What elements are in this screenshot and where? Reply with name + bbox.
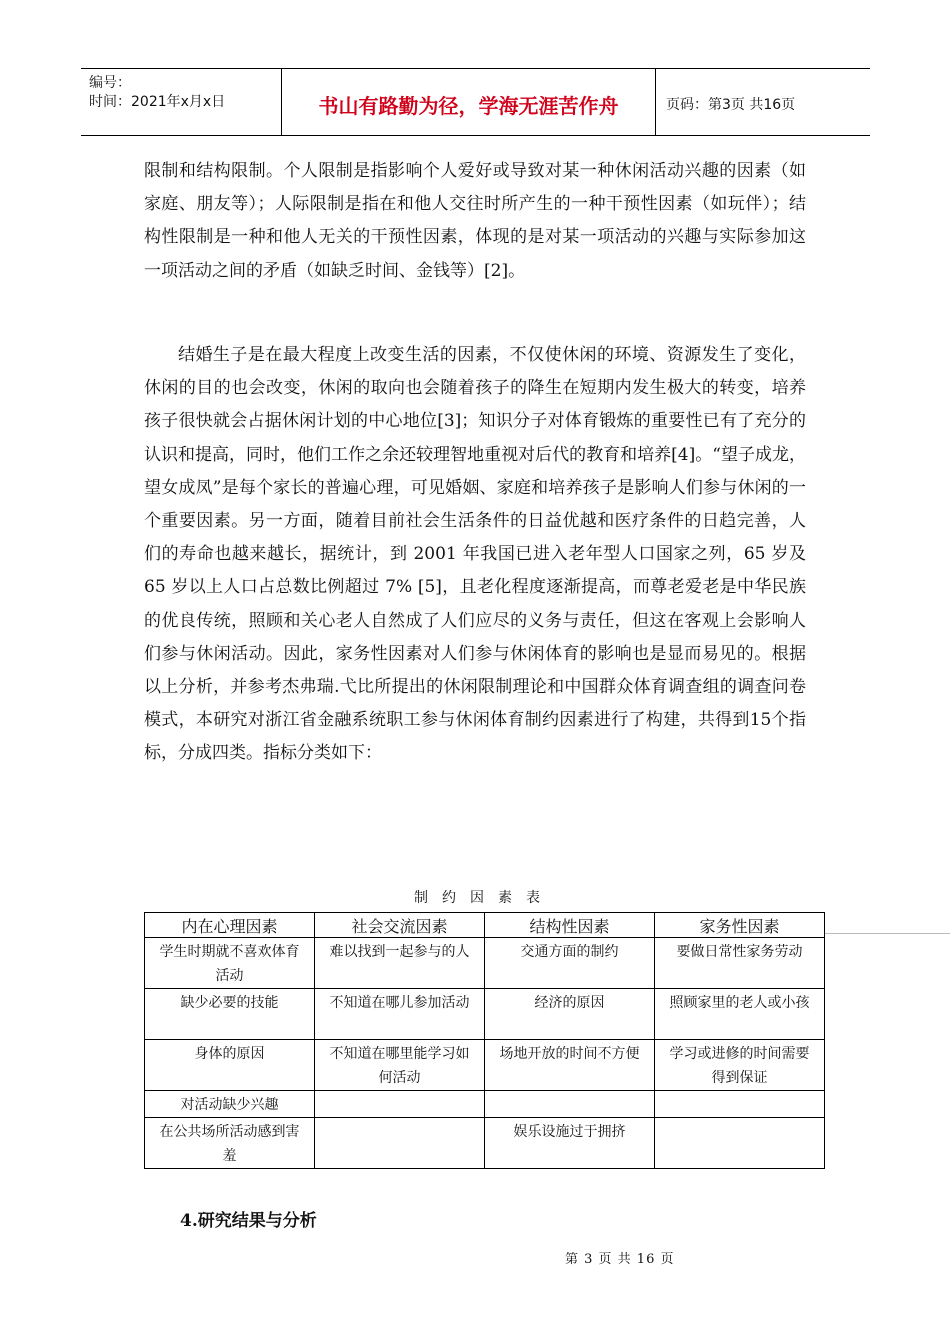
table-cell: 难以找到一起参与的人 [315, 938, 485, 989]
table-cell: 不知道在哪儿参加活动 [315, 989, 485, 1040]
table-cell: 学生时期就不喜欢体育活动 [145, 938, 315, 989]
table-cell: 身体的原因 [145, 1040, 315, 1091]
table-cell [485, 1091, 655, 1118]
table-row [145, 989, 825, 1040]
table-cell: 要做日常性家务劳动 [655, 938, 825, 989]
table-row [145, 1118, 825, 1169]
table-cell: 经济的原因 [485, 989, 655, 1040]
table-cell [315, 1091, 485, 1118]
column-header-household: 家务性因素 [655, 913, 825, 938]
table-row [145, 1040, 825, 1091]
column-header-psychological: 内在心理因素 [145, 913, 315, 938]
table-cell: 娱乐设施过于拥挤 [485, 1118, 655, 1169]
page-footer: 第 3 页 共 16 页 [565, 1252, 675, 1267]
document-number-label: 编号： [89, 75, 131, 91]
table-cell: 缺少必要的技能 [145, 989, 315, 1040]
column-header-structural: 结构性因素 [485, 913, 655, 938]
decorative-rule [825, 933, 950, 934]
section-heading: 4.研究结果与分析 [180, 1211, 317, 1231]
document-time-label: 时间：2021年x月x日 [89, 94, 226, 110]
table-cell: 照顾家里的老人或小孩 [655, 989, 825, 1040]
table-cell: 在公共场所活动感到害羞 [145, 1118, 315, 1169]
header-meta [81, 69, 282, 135]
table-cell: 学习或进修的时间需要得到保证 [655, 1040, 825, 1091]
table-cell: 交通方面的制约 [485, 938, 655, 989]
table-cell [655, 1091, 825, 1118]
header-motto: 书山有路勤为径，学海无涯苦作舟 [282, 69, 656, 135]
table-title: 制约因素表 [414, 890, 554, 906]
table-cell: 不知道在哪里能学习如何活动 [315, 1040, 485, 1091]
table-cell [655, 1118, 825, 1169]
table-row [145, 1091, 825, 1118]
table-row [145, 938, 825, 989]
table-cell [315, 1118, 485, 1169]
column-header-social: 社会交流因素 [315, 913, 485, 938]
table-cell: 对活动缺少兴趣 [145, 1091, 315, 1118]
table-header-row [145, 913, 825, 938]
table-cell: 场地开放的时间不方便 [485, 1040, 655, 1091]
constraint-factors-table [144, 912, 825, 1169]
paragraph-main: 结婚生子是在最大程度上改变生活的因素，不仅使休闲的环境、资源发生了变化，休闲的目的也会改变，休闲的取向也会随着孩子的降生在短期内发生极大的转变，培养孩子很快就会占据休闲计划的中心地位[3]；知识分子对体育锻炼的重要性已有了充分的认识和提高，同时，他们工作之余还较理智地重视对后代的教育和培养[4]。“望子成龙，望女成凤”是每个家长的普遍心理，可见婚姻、家庭和培养孩子是影响人们参与休闲的一个重要因素。另一方面，随着目前社会生活条件的日益优越和医疗条件的日趋完善，人们的寿命也越来越长，据统计，到 2001 年我国已进入老年型人口国家之列，65 岁及 65 岁以上人口占总数比例超过 7% [5]，且老化程度逐渐提高，而尊老爱老是中华民族的优良传统，照顾和关心老人自然成了人们应尽的义务与责任，但这在客观上会影响人们参与休闲活动。因此，家务性因素对人们参与休闲体育的影响也是显而易见的。根据以上分析，并参考杰弗瑞.弋比所提出的休闲限制理论和中国群众体育调查组的调查问卷模式，本研究对浙江省金融系统职工参与休闲体育制约因素进行了构建，共得到15个指标，分成四类。指标分类如下： [144, 345, 806, 764]
paragraph-continuation: 限制和结构限制。个人限制是指影响个人爱好或导致对某一种休闲活动兴趣的因素（如家庭、朋友等）；人际限制是指在和他人交往时所产生的一种干预性因素（如玩伴）；结构性限制是一种和他人无关的干预性因素，体现的是对某一项活动的兴趣与实际参加这一项活动之间的矛盾（如缺乏时间、金钱等）[2]。 [144, 161, 806, 281]
page-header [81, 68, 870, 136]
header-page-info: 页码：第3页 共16页 [666, 97, 796, 113]
